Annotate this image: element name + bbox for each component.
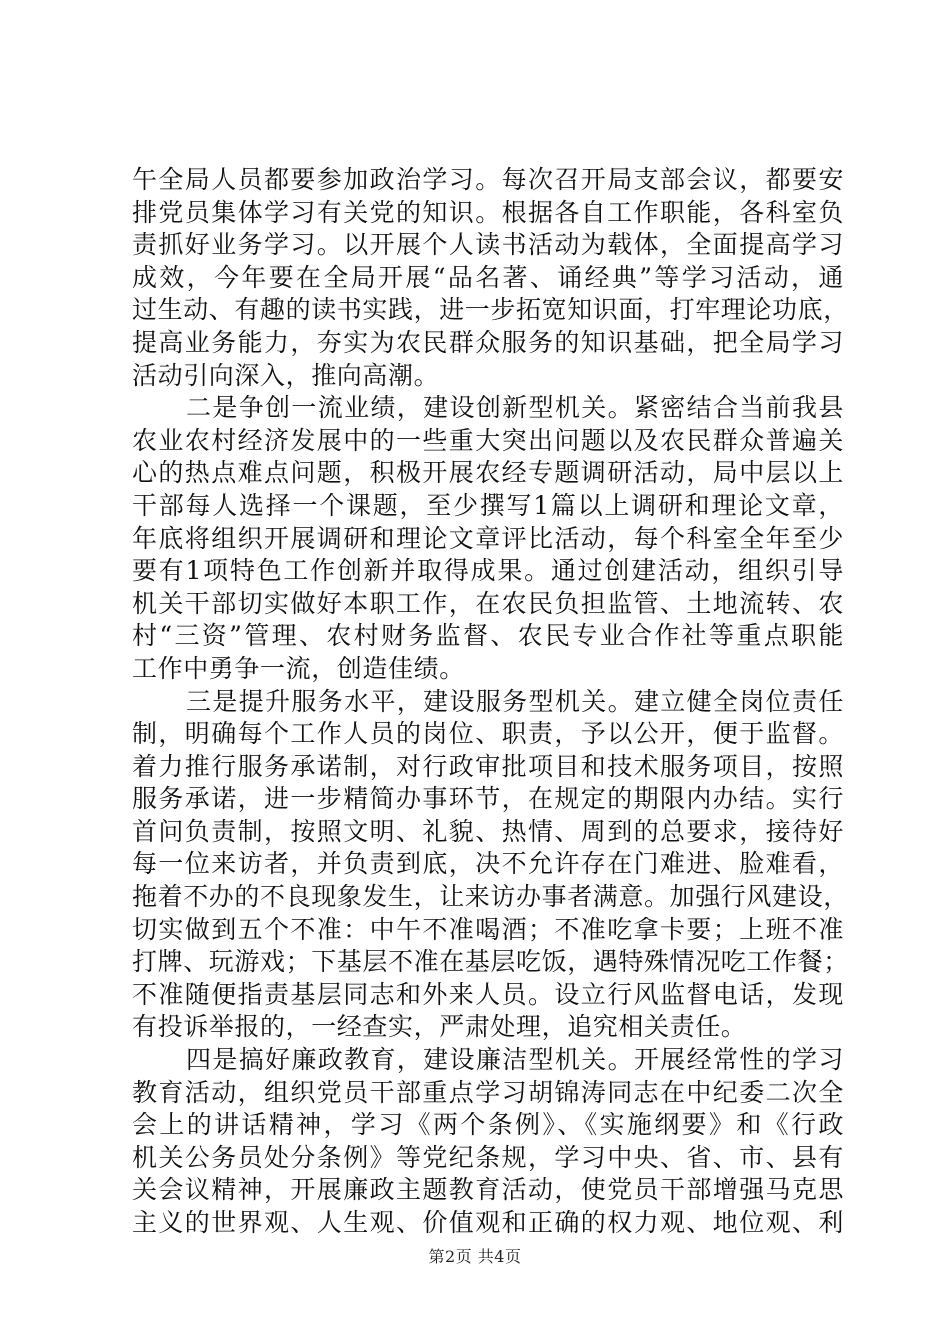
paragraph-first-line: 三是提升服务水平，建设服务型机关。建立健全岗位责任 bbox=[186, 686, 844, 716]
text-line: 首问负责制，按照文明、礼貌、热情、周到的总要求，接待好 bbox=[132, 816, 844, 846]
text-line: 着力推行服务承诺制，对行政审批项目和技术服务项目，按照 bbox=[132, 751, 844, 781]
text-line: 干部每人选择一个课题，至少撰写1篇以上调研和理论文章， bbox=[132, 490, 844, 520]
document-body bbox=[132, 164, 849, 1240]
text-line: 机关公务员处分条例》等党纪条规，学习中央、省、市、县有 bbox=[132, 1142, 844, 1172]
text-line: 关会议精神，开展廉政主题教育活动，使党员干部增强马克思 bbox=[132, 1175, 844, 1205]
text-line: 会上的讲话精神，学习《两个条例》、《实施纲要》和《行政 bbox=[132, 1110, 844, 1140]
paragraph-last-line: 工作中勇争一流，创造佳绩。 bbox=[132, 653, 465, 683]
text-line: 排党员集体学习有关党的知识。根据各自工作职能，各科室负 bbox=[132, 197, 844, 227]
text-line: 切实做到五个不准：中午不准喝酒；不准吃拿卡要；上班不准 bbox=[132, 914, 844, 944]
paragraph-first-line: 二是争创一流业绩，建设创新型机关。紧密结合当前我县 bbox=[186, 393, 844, 423]
text-line: 午全局人员都要参加政治学习。每次召开局支部会议，都要安 bbox=[132, 165, 844, 194]
page-number-footer: 第2页 共4页 bbox=[428, 1247, 522, 1266]
text-line: 成效，今年要在全局开展“品名著、诵经典”等学习活动，通 bbox=[132, 262, 844, 292]
text-line: 过生动、有趣的读书实践，进一步拓宽知识面，打牢理论功底， bbox=[132, 295, 849, 325]
text-line: 机关干部切实做好本职工作，在农民负担监管、土地流转、农 bbox=[132, 588, 844, 618]
text-line: 要有1项特色工作创新并取得成果。通过创建活动，组织引导 bbox=[132, 556, 844, 586]
text-line: 制，明确每个工作人员的岗位、职责，予以公开，便于监督。 bbox=[132, 719, 844, 749]
paragraph-last-line: 有投诉举报的，一经查实，严肃处理，追究相关责任。 bbox=[132, 1012, 747, 1042]
text-line: 提高业务能力，夯实为农民群众服务的知识基础，把全局学习 bbox=[132, 327, 844, 357]
paragraph-last-line: 活动引向深入，推向高潮。 bbox=[132, 360, 440, 390]
text-line: 主义的世界观、人生观、价值观和正确的权力观、地位观、利 bbox=[132, 1208, 844, 1237]
text-line: 年底将组织开展调研和理论文章评比活动，每个科室全年至少 bbox=[132, 523, 844, 553]
text-line: 每一位来访者，并负责到底，决不允许存在门难进、脸难看， bbox=[132, 849, 844, 879]
text-line: 服务承诺，进一步精简办事环节，在规定的期限内办结。实行 bbox=[132, 784, 844, 814]
text-line: 打牌、玩游戏；下基层不准在基层吃饭，遇特殊情况吃工作餐； bbox=[132, 947, 849, 977]
text-line: 不准随便指责基层同志和外来人员。设立行风监督电话，发现 bbox=[132, 979, 844, 1009]
text-line: 拖着不办的不良现象发生，让来访办事者满意。加强行风建设， bbox=[132, 882, 849, 912]
text-line: 心的热点难点问题，积极开展农经专题调研活动，局中层以上 bbox=[132, 458, 844, 488]
paragraph-first-line: 四是搞好廉政教育，建设廉洁型机关。开展经常性的学习 bbox=[186, 1045, 844, 1075]
text-line: 村“三资”管理、农村财务监督、农民专业合作社等重点职能 bbox=[132, 621, 844, 651]
text-line: 农业农村经济发展中的一些重大突出问题以及农民群众普遍关 bbox=[132, 425, 844, 455]
text-line: 教育活动，组织党员干部重点学习胡锦涛同志在中纪委二次全 bbox=[132, 1077, 844, 1107]
text-line: 责抓好业务学习。以开展个人读书活动为载体，全面提高学习 bbox=[132, 230, 844, 260]
